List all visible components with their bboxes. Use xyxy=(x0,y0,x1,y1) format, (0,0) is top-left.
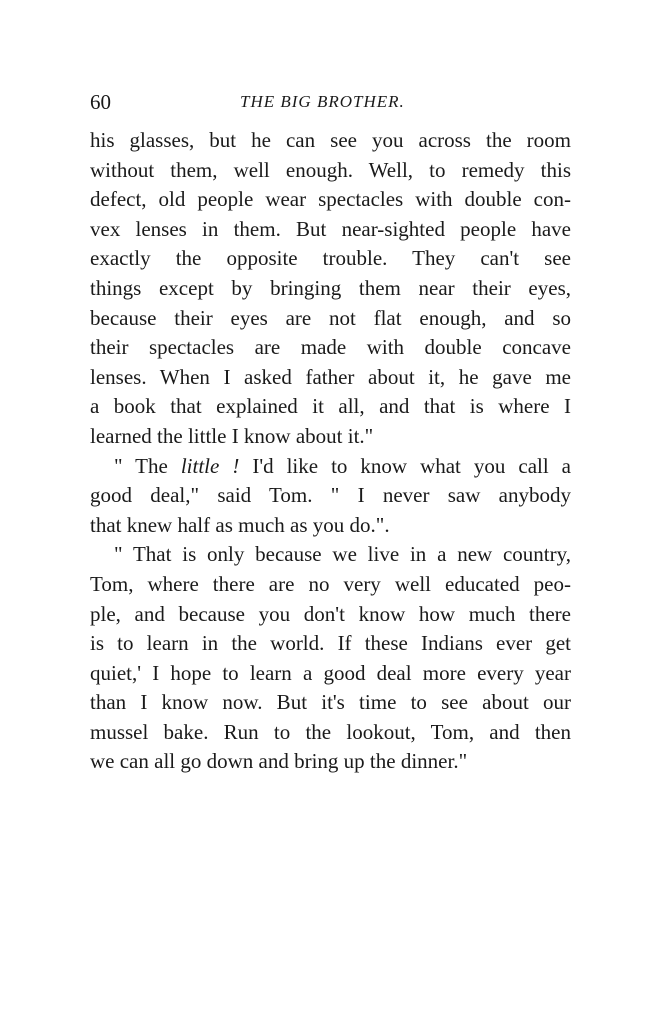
text-line: than I know now. But it's time to see about our xyxy=(90,690,571,715)
page-number: 60 xyxy=(90,90,111,114)
text-line: is to learn in the world. If these Indians ever get xyxy=(90,631,571,656)
text-line: ple, and because you don't know how much there xyxy=(90,601,571,626)
text-line: their spectacles are made with double concave xyxy=(90,335,571,360)
text-line: things except by bringing them near their eyes, xyxy=(90,275,571,300)
text-line: because their eyes are not flat enough, and so xyxy=(90,305,571,330)
body-text xyxy=(90,126,571,777)
text-line: exactly the opposite trouble. They can't see xyxy=(90,246,571,271)
text-line xyxy=(90,452,571,482)
italic-word: little ! xyxy=(180,453,240,478)
text-line: a book that explained it all, and that is where I xyxy=(90,394,571,419)
text-line: mussel bake. Run to the lookout, Tom, and then xyxy=(90,719,571,744)
text-line: lenses. When I asked father about it, he gave me xyxy=(90,364,571,389)
text-line: vex lenses in them. But near-sighted people have xyxy=(90,216,571,241)
text-line: " That is only because we live in a new country, xyxy=(114,542,571,567)
text-line: that knew half as much as you do.". xyxy=(90,512,390,537)
text-line: learned the little I know about it." xyxy=(90,423,374,448)
text-line: good deal," said Tom. " I never saw anybody xyxy=(90,483,571,508)
text-line: his glasses, but he can see you across the room xyxy=(90,128,571,152)
text-run: I'd like to know what you call a xyxy=(239,453,572,478)
text-run: " The xyxy=(114,453,181,478)
text-line: quiet,' I hope to learn a good deal more every year xyxy=(90,660,571,685)
running-head xyxy=(90,90,570,120)
running-title: THE BIG BROTHER. xyxy=(240,92,405,111)
text-line: defect, old people wear spectacles with double con- xyxy=(90,187,571,212)
text-line: we can all go down and bring up the dinner." xyxy=(90,749,468,774)
text-line: Tom, where there are no very well educated peo- xyxy=(90,571,571,596)
text-line: without them, well enough. Well, to remedy this xyxy=(90,157,571,182)
